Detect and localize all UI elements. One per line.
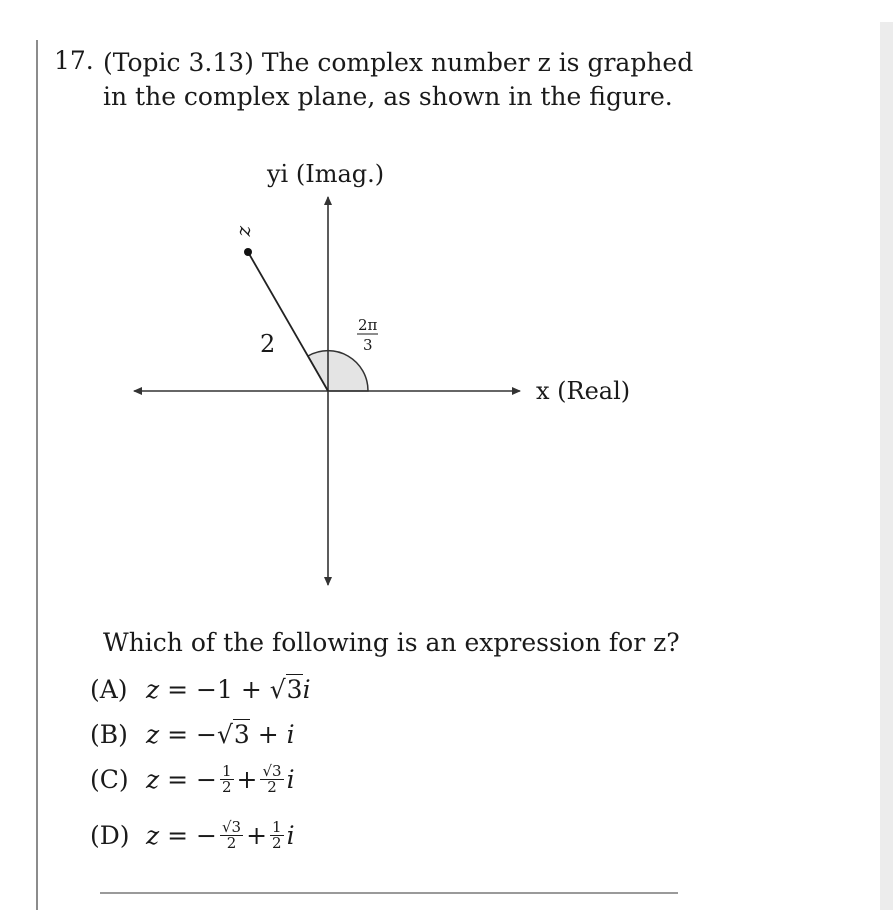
question-number: 17. xyxy=(54,46,94,75)
angle-label-numerator: 2π xyxy=(358,316,378,334)
bottom-divider xyxy=(100,892,678,894)
question-prompt: Which of the following is an expression for z? xyxy=(103,628,680,657)
real-axis-label: x (Real) xyxy=(536,377,631,405)
stem-line-1: (Topic 3.13) The complex number z is graphed xyxy=(103,48,694,77)
modulus-label: 2 xyxy=(260,330,276,358)
choice-a-expression: z = −1 + √3 i xyxy=(146,675,311,704)
choice-c[interactable] xyxy=(90,764,295,795)
choice-a-label: (A) xyxy=(90,675,128,704)
point-z xyxy=(244,248,252,256)
stem-line-2: in the complex plane, as shown in the figure. xyxy=(103,82,673,111)
imag-axis-label: yi (Imag.) xyxy=(267,160,385,188)
choice-c-label: (C) xyxy=(90,765,129,794)
point-z-label: z xyxy=(235,226,259,237)
choice-b-label: (B) xyxy=(90,720,128,749)
choice-d-label: (D) xyxy=(90,821,130,850)
choice-b-expression: z = − √3 + i xyxy=(146,720,295,749)
choice-c-expression: z = − $\frac{1}{2}$ + $\frac{√3}{2}$ i xyxy=(146,762,295,796)
choice-b[interactable] xyxy=(90,720,295,749)
angle-label-denominator: 3 xyxy=(363,336,373,354)
choice-d[interactable] xyxy=(90,820,295,851)
modulus-segment xyxy=(248,252,328,391)
choice-d-expression: z = − $\frac{√3}{2}$ + $\frac{1}{2}$ i xyxy=(146,818,295,852)
choice-a[interactable] xyxy=(90,675,311,704)
